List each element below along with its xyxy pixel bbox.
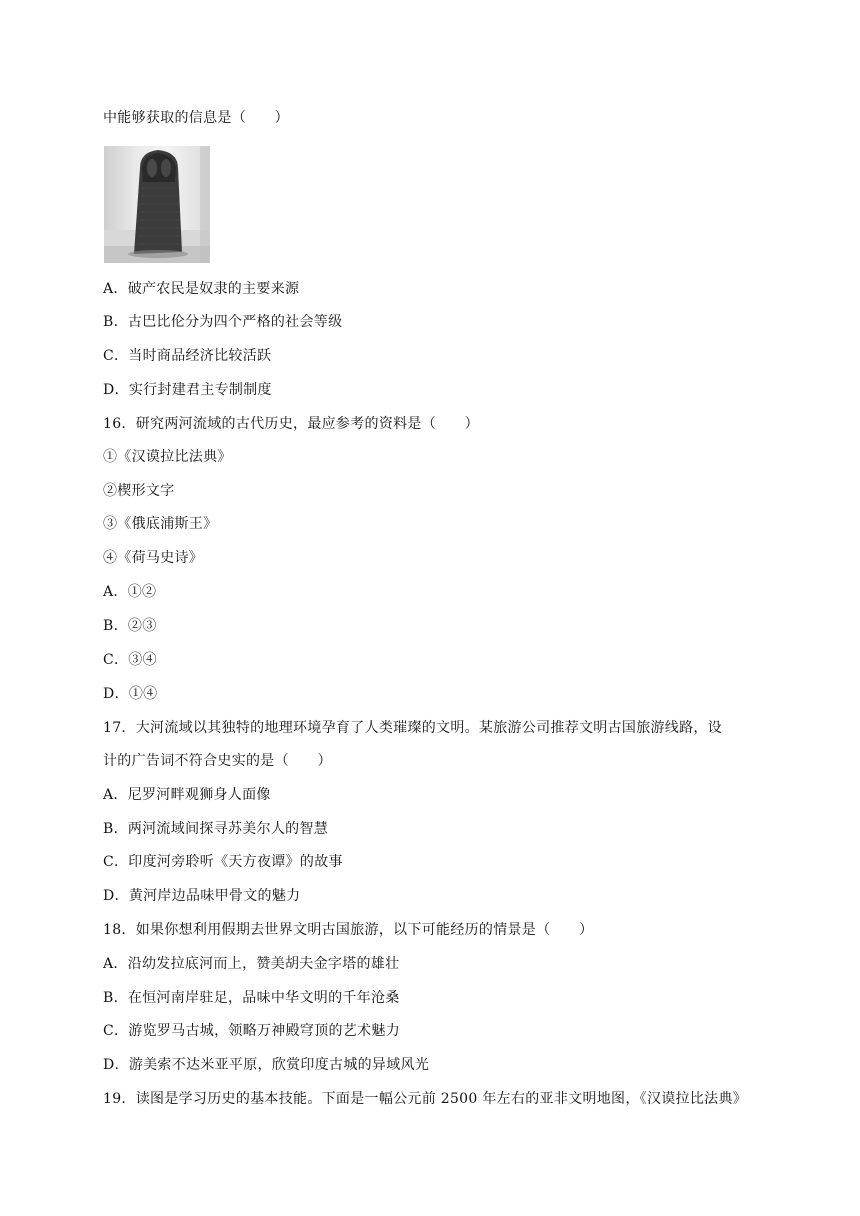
q16-item-2: ②楔形文字 xyxy=(103,483,175,499)
q15-option-a: A．破产农民是奴隶的主要来源 xyxy=(103,281,300,297)
q18-stem: 18．如果你想利用假期去世界文明古国旅游，以下可能经历的情景是（ ） xyxy=(103,922,594,938)
q15-option-c: C．当时商品经济比较活跃 xyxy=(103,348,272,364)
q15-option-d: D．实行封建君主专制制度 xyxy=(103,382,272,398)
q17-option-a: A．尼罗河畔观狮身人面像 xyxy=(103,787,271,803)
q17-option-c: C．印度河旁聆听《天方夜谭》的故事 xyxy=(103,854,343,870)
q18-option-d: D．游美索不达米亚平原，欣赏印度古城的异域风光 xyxy=(103,1057,430,1073)
q16-option-d: D．①④ xyxy=(103,686,158,702)
q15-option-b: B．古巴比伦分为四个严格的社会等级 xyxy=(103,314,343,330)
q16-option-b: B．②③ xyxy=(103,618,157,634)
q17-stem-line1: 17．大河流域以其独特的地理环境孕育了人类璀璨的文明。某旅游公司推荐文明古国旅游线路，设 xyxy=(103,720,723,736)
q17-option-d: D．黄河岸边品味甲骨文的魅力 xyxy=(103,888,301,904)
hammurabi-stele-photo xyxy=(104,146,210,263)
q18-option-c: C．游览罗马古城，领略万神殿穹顶的艺术魅力 xyxy=(103,1023,401,1039)
q16-option-c: C．③④ xyxy=(103,652,157,668)
q16-item-3: ③《俄底浦斯王》 xyxy=(103,516,218,532)
q16-option-a: A．①② xyxy=(103,584,157,600)
q15-stem-tail: 中能够获取的信息是（ ） xyxy=(103,110,289,126)
q17-stem-line2: 计的广告词不符合史实的是（ ） xyxy=(103,753,332,769)
q18-option-b: B．在恒河南岸驻足，品味中华文明的千年沧桑 xyxy=(103,990,400,1006)
q16-item-4: ④《荷马史诗》 xyxy=(103,550,204,566)
q16-item-1: ①《汉谟拉比法典》 xyxy=(103,449,232,465)
q16-stem: 16．研究两河流域的古代历史，最应参考的资料是（ ） xyxy=(103,416,479,432)
q18-option-a: A．沿幼发拉底河而上，赞美胡夫金字塔的雄壮 xyxy=(103,956,400,972)
q17-option-b: B．两河流域间探寻苏美尔人的智慧 xyxy=(103,821,329,837)
q19-stem-line1: 19．读图是学习历史的基本技能。下面是一幅公元前 2500 年左右的亚非文明地图，《汉谟拉比法典》 xyxy=(103,1091,748,1107)
